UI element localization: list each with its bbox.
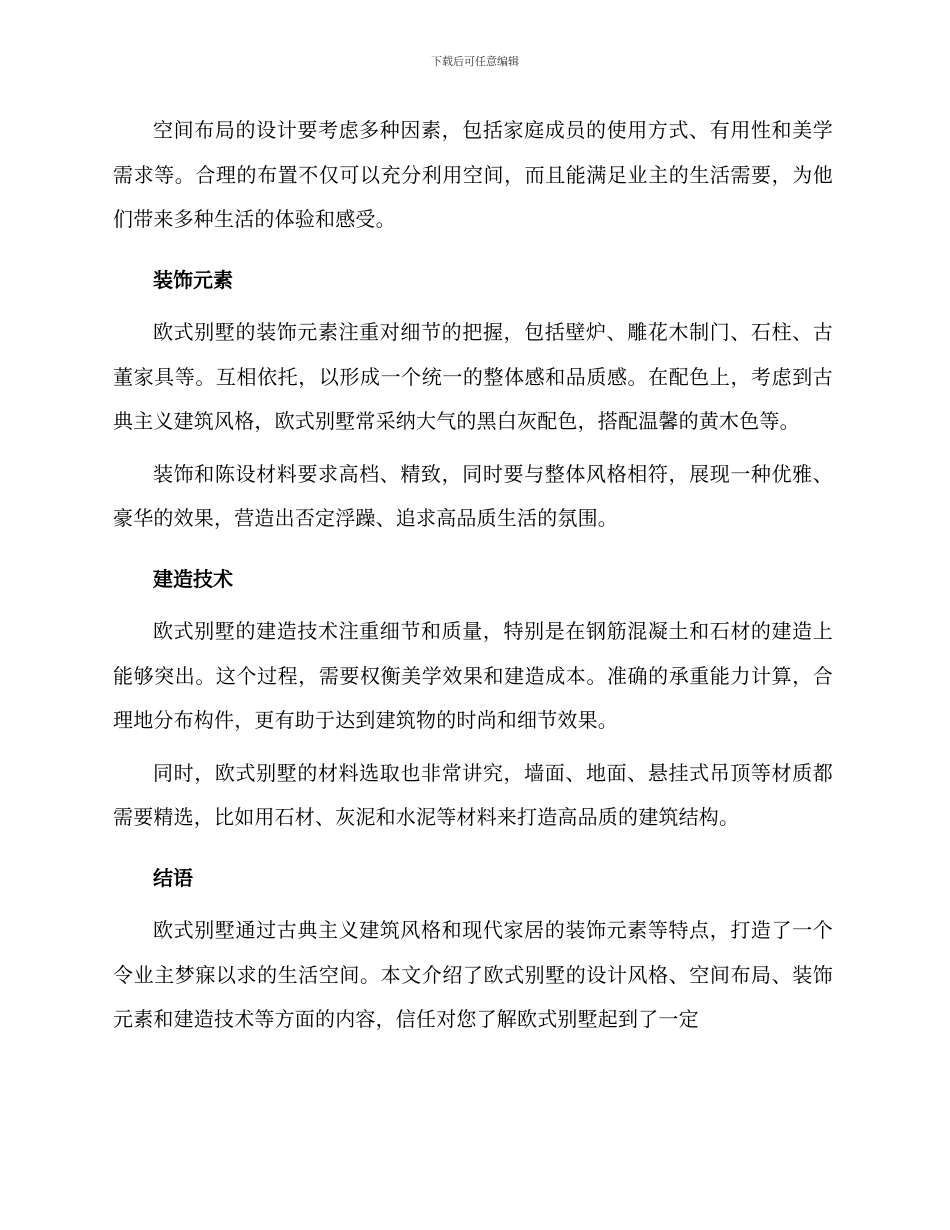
page-header: 下载后可任意编辑 [431, 55, 519, 68]
section-heading-decoration: 装饰元素 [153, 267, 233, 292]
section-heading-conclusion: 结语 [153, 865, 193, 890]
paragraph-space-layout: 空间布局的设计要考虑多种因素，包括家庭成员的使用方式、有用性和美学需求等。合理的布置不仅可以充分利用空间，而且能满足业主的生活需要，为他们带来多种生活的体验和感受。 [113, 118, 833, 231]
paragraph-conclusion: 欧式别墅通过古典主义建筑风格和现代家居的装饰元素等特点，打造了一个令业主梦寐以求的生活空间。本文介绍了欧式别墅的设计风格、空间布局、装饰元素和建造技术等方面的内容，信任对您了解欧式别墅起到了一定 [113, 918, 833, 1031]
paragraph-construction-materials: 同时，欧式别墅的材料选取也非常讲究，墙面、地面、悬挂式吊顶等材质都需要精选，比如用石材、灰泥和水泥等材料来打造高品质的建筑结构。 [113, 760, 833, 829]
paragraph-decoration-materials: 装饰和陈设材料要求高档、精致，同时要与整体风格相符，展现一种优雅、豪华的效果，营造出否定浮躁、追求高品质生活的氛围。 [113, 461, 833, 530]
paragraph-construction-tech: 欧式别墅的建造技术注重细节和质量，特别是在钢筋混凝土和石材的建造上能够突出。这个过程，需要权衡美学效果和建造成本。准确的承重能力计算，合理地分布构件，更有助于达到建筑物的时尚和细节效果。 [113, 619, 833, 732]
paragraph-decoration-elements: 欧式别墅的装饰元素注重对细节的把握，包括壁炉、雕花木制门、石柱、古董家具等。互相依托，以形成一个统一的整体感和品质感。在配色上，考虑到古典主义建筑风格，欧式别墅常采纳大气的黑白灰配色，搭配温馨的黄木色等。 [113, 320, 833, 433]
section-heading-construction: 建造技术 [153, 566, 233, 591]
document-body [113, 108, 833, 1042]
